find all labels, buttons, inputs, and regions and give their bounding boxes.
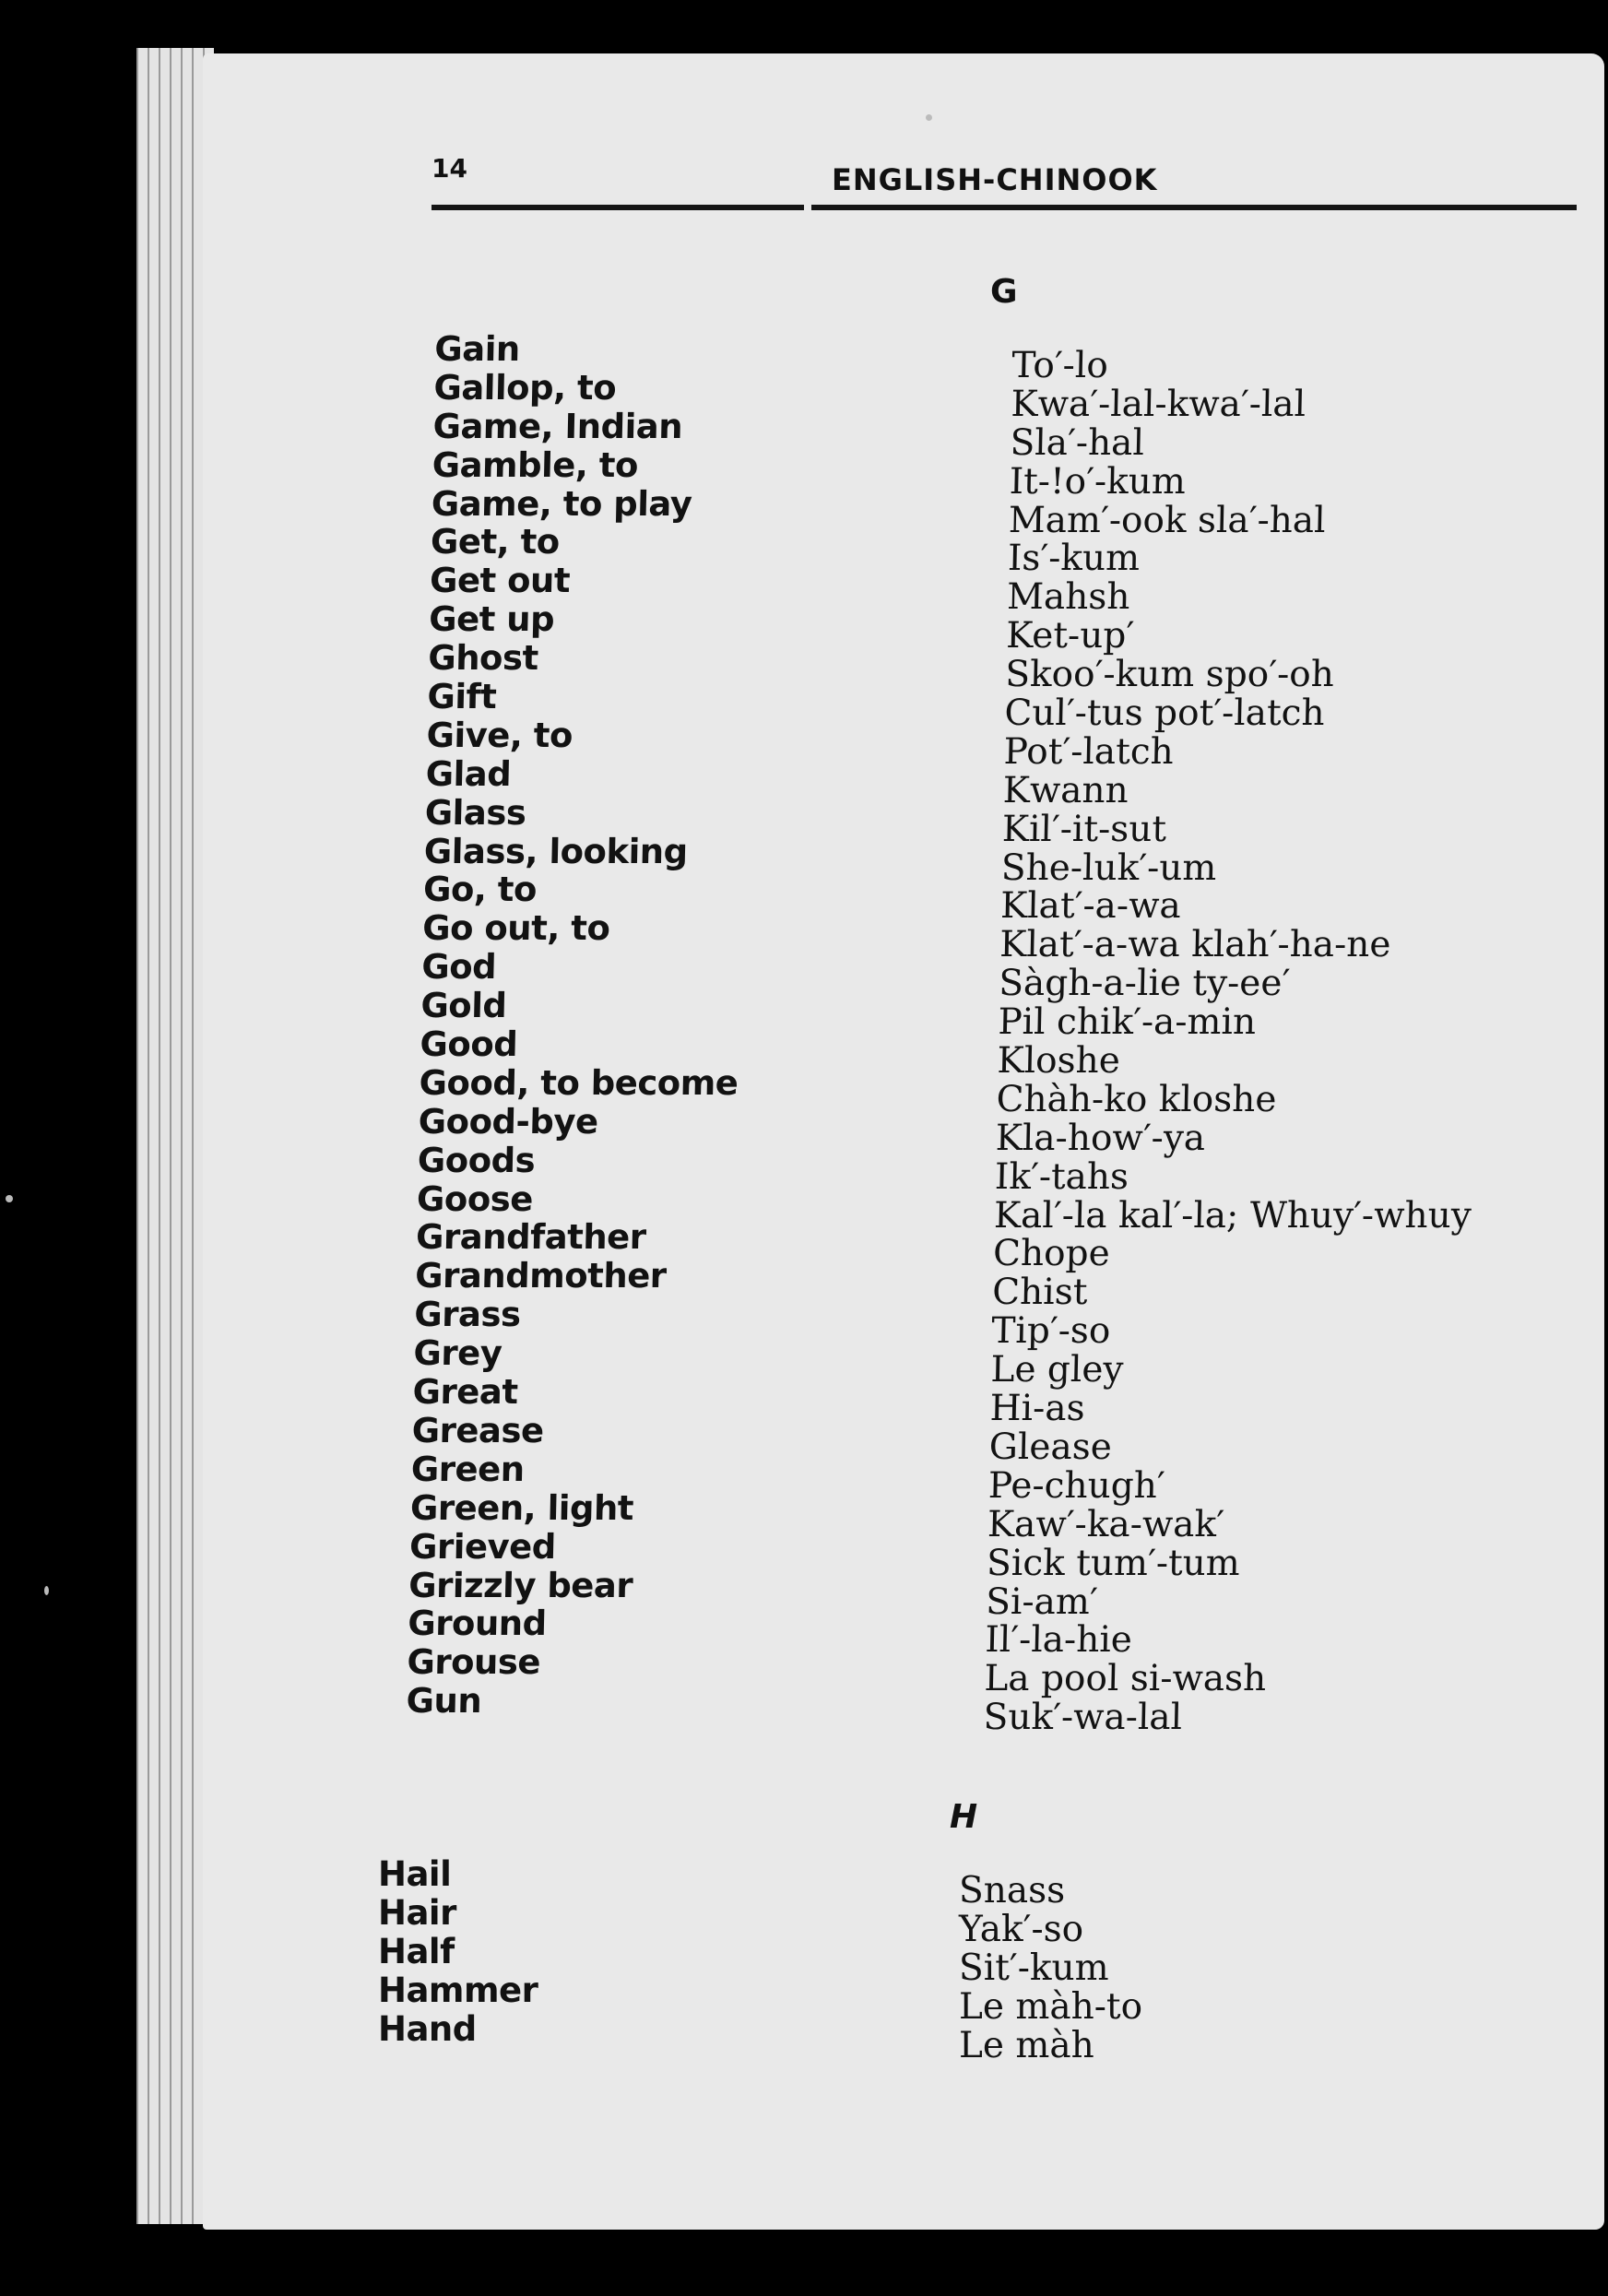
- english-entry-g: Grey: [413, 1333, 502, 1374]
- english-entry-g: Grouse: [407, 1642, 541, 1683]
- english-entry-g: Give, to: [426, 715, 573, 755]
- english-entry-g: Good, to become: [419, 1062, 739, 1103]
- chinook-entry-g: Chope: [992, 1233, 1111, 1275]
- chinook-entry-g: Chàh-ko kloshe: [996, 1078, 1277, 1120]
- english-entry-g: Get, to: [430, 522, 561, 562]
- english-entry-h: Hand: [378, 2008, 477, 2049]
- english-entry-g: Grease: [411, 1410, 545, 1450]
- english-entry-g: Gift: [427, 677, 497, 717]
- english-entry-g: Great: [412, 1372, 518, 1413]
- chinook-entry-g: Is′-kum: [1007, 538, 1141, 580]
- english-entry-g: Good-bye: [418, 1101, 599, 1142]
- chinook-column-g: [983, 347, 1489, 1737]
- page-number: 14: [432, 153, 467, 183]
- chinook-entry-g: Kaw′-ka-wak′: [987, 1503, 1225, 1545]
- english-column-h: [378, 1855, 538, 2048]
- english-entry-g: God: [420, 947, 497, 988]
- english-entry-g: Gain: [433, 329, 521, 369]
- english-entry-g: Goose: [416, 1178, 534, 1219]
- chinook-entry-h: Snass: [959, 1870, 1066, 1911]
- chinook-entry-g: Mam′-ook sla′-hal: [1008, 499, 1327, 541]
- english-entry-g: Get out: [429, 561, 571, 601]
- english-entry-g: Gamble, to: [432, 444, 639, 485]
- chinook-entry-g: Cul′-tus pot′-latch: [1003, 692, 1326, 735]
- english-entry-g: Ghost: [427, 638, 539, 679]
- english-entry-g: Glad: [425, 753, 512, 794]
- chinook-entry-g: It-!o′-kum: [1009, 460, 1187, 503]
- english-entry-h: Half: [378, 1931, 455, 1971]
- chinook-entry-g: Klat′-a-wa: [999, 885, 1182, 928]
- chinook-entry-g: Suk′-wa-lal: [983, 1697, 1183, 1739]
- chinook-entry-g: La pool si-wash: [984, 1658, 1267, 1700]
- chinook-entry-g: Skoo′-kum spo′-oh: [1004, 654, 1335, 696]
- english-entry-g: Gallop, to: [433, 367, 617, 408]
- english-entry-g: Get up: [428, 599, 555, 640]
- chinook-entry-h: Le màh: [959, 2024, 1094, 2066]
- chinook-entry-g: Sla′-hal: [1010, 421, 1145, 464]
- chinook-entry-g: Kal′-la kal′-la; Whuy′-whuy: [993, 1194, 1472, 1237]
- chinook-entry-g: Kloshe: [997, 1040, 1121, 1083]
- english-entry-g: Go out, to: [421, 908, 610, 949]
- english-entry-g: Gun: [406, 1681, 482, 1722]
- chinook-entry-h: Yak′-so: [959, 1908, 1084, 1950]
- chinook-entry-g: Tip′-so: [990, 1310, 1111, 1353]
- chinook-entry-g: Sàgh-a-lie ty-ee′: [998, 963, 1291, 1005]
- english-entry-g: Grandfather: [415, 1217, 646, 1258]
- chinook-entry-g: Chist: [991, 1272, 1088, 1314]
- chinook-entry-g: Glease: [988, 1426, 1113, 1468]
- running-head: ENGLISH-CHINOOK: [832, 162, 1158, 197]
- chinook-entry-g: Si-am′: [985, 1580, 1099, 1623]
- english-column-g: [406, 330, 753, 1721]
- english-entry-g: Gold: [420, 986, 507, 1026]
- english-entry-g: Good: [420, 1024, 518, 1065]
- chinook-entry-g: Hi-as: [989, 1388, 1086, 1430]
- chinook-entry-h: Le màh-to: [959, 1985, 1143, 2028]
- chinook-column-h: [959, 1872, 1142, 2065]
- chinook-entry-g: Kla-how′-ya: [995, 1117, 1206, 1159]
- english-entry-g: Go, to: [422, 870, 538, 910]
- english-entry-g: Game, to play: [431, 483, 692, 524]
- english-entry-h: Hair: [378, 1892, 456, 1933]
- chinook-entry-g: Mahsh: [1006, 576, 1131, 619]
- chinook-entry-g: Kil′-it-sut: [1001, 808, 1167, 850]
- english-entry-g: Glass, looking: [423, 831, 689, 871]
- chinook-entry-g: Le gley: [990, 1349, 1124, 1391]
- chinook-entry-g: Pot′-latch: [1003, 730, 1175, 773]
- section-letter-g: G: [990, 273, 1018, 311]
- chinook-entry-g: To′-lo: [1011, 345, 1109, 386]
- chinook-entry-g: She-luk′-um: [1000, 846, 1217, 889]
- chinook-entry-g: Kwa′-lal-kwa′-lal: [1011, 383, 1306, 425]
- chinook-entry-g: Kwann: [1002, 769, 1129, 811]
- english-entry-h: Hail: [378, 1854, 452, 1894]
- chinook-entry-g: Ik′-tahs: [994, 1155, 1129, 1198]
- chinook-entry-g: Pe-chugh′: [987, 1464, 1166, 1507]
- chinook-entry-g: Il′-la-hie: [984, 1619, 1133, 1662]
- chinook-entry-g: Pil chik′-a-min: [997, 1001, 1257, 1044]
- english-entry-g: Goods: [417, 1140, 536, 1180]
- english-entry-h: Hammer: [378, 1970, 538, 2010]
- english-entry-g: Grass: [413, 1295, 522, 1335]
- section-letter-h: H: [950, 1798, 978, 1836]
- english-entry-g: Ground: [407, 1604, 548, 1644]
- header-rule: [432, 205, 1577, 210]
- chinook-entry-h: Sit′-kum: [959, 1947, 1109, 1989]
- english-entry-g: Grizzly bear: [408, 1565, 633, 1605]
- english-entry-g: Game, Indian: [432, 406, 683, 446]
- english-entry-g: Glass: [424, 792, 526, 833]
- chinook-entry-g: Sick tum′-tum: [986, 1542, 1241, 1584]
- english-entry-g: Green: [410, 1449, 526, 1489]
- chinook-entry-g: Ket-up′: [1005, 615, 1135, 657]
- chinook-entry-g: Klat′-a-wa klah′-ha-ne: [999, 924, 1391, 966]
- english-entry-g: Green, light: [409, 1487, 634, 1528]
- english-entry-g: Grieved: [408, 1526, 557, 1567]
- english-entry-g: Grandmother: [414, 1256, 668, 1296]
